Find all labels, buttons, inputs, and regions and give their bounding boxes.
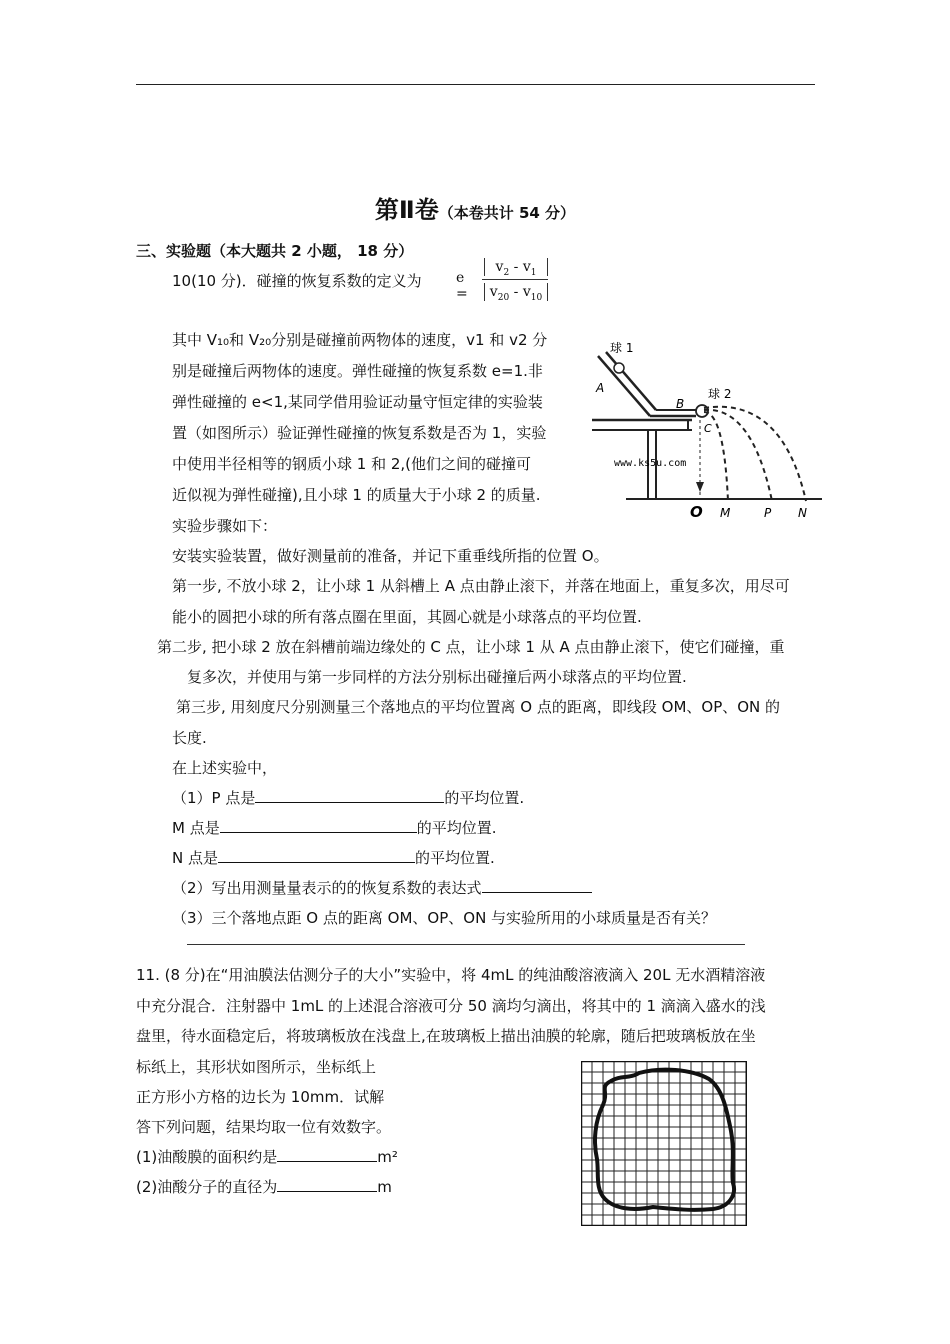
q10-sub1-P: （1）P 点是 的平均位置. — [172, 789, 525, 807]
collision-apparatus-figure — [592, 336, 824, 522]
q10-sub1-M: M 点是 的平均位置. — [172, 819, 497, 837]
q10-sub1-N: N 点是 的平均位置. — [172, 849, 495, 867]
title-main: 第Ⅱ卷 — [374, 196, 439, 224]
q10-para-line: 其中 V₁₀和 V₂₀分别是碰撞前两物体的速度，v1 和 v2 分 — [172, 331, 548, 349]
q10-para-line: 近似视为弹性碰撞),且小球 1 的质量大于小球 2 的质量. — [172, 486, 541, 504]
q10-step2a: 第二步, 把小球 2 放在斜槽前端边缘处的 C 点，让小球 1 从 A 点由静止滚下，使它们碰撞，重 — [157, 638, 785, 656]
oil-film-grid-figure — [581, 1061, 747, 1226]
fraction-bar — [482, 279, 548, 280]
header-rule — [136, 84, 815, 85]
label-A: A — [596, 381, 605, 395]
trajectory-N — [704, 407, 806, 501]
q10-step2b: 复多次，并使用与第一步同样的方法分别标出碰撞后两小球落点的平均位置. — [187, 668, 687, 686]
q11-line: 正方形小方格的边长为 10mm．试解 — [136, 1088, 385, 1106]
q10-para-line: 中使用半径相等的钢质小球 1 和 2,(他们之间的碰撞可 — [172, 455, 532, 473]
q11-sub2: (2)油酸分子的直径为 m — [136, 1178, 392, 1196]
answer-blank-area[interactable] — [277, 1147, 377, 1162]
label-B: B — [676, 397, 685, 411]
answer-blank-P[interactable] — [255, 788, 444, 803]
label-ball-2: 球 2 — [708, 387, 732, 401]
q11-sub1: (1)油酸膜的面积约是 m² — [136, 1148, 398, 1166]
q10-para-line: 弹性碰撞的 e<1,某同学借用验证动量守恒定律的实验装 — [172, 393, 543, 411]
label-M: M — [720, 506, 731, 520]
q10-step3b: 长度. — [172, 729, 207, 747]
answer-blank-expression[interactable] — [482, 878, 592, 893]
answer-blank-diameter[interactable] — [277, 1177, 377, 1192]
formula-lhs: e = — [456, 270, 468, 302]
ball-1 — [614, 363, 624, 373]
q10-para-line: 实验步骤如下： — [172, 517, 278, 535]
label-P: P — [764, 506, 772, 520]
q10-sub2: （2）写出用测量量表示的的恢复系数的表达式 — [172, 877, 592, 898]
page-title — [0, 190, 950, 225]
section-heading: 三、实验题（本大题共 2 小题， 18 分） — [136, 242, 414, 260]
q10-para-line: 置（如图所示）验证弹性碰撞的恢复系数是否为 1，实验 — [172, 424, 547, 442]
q11-line: 答下列问题，结果均取一位有效数字。 — [136, 1118, 392, 1136]
title-note: （本卷共计 54 分） — [438, 204, 576, 222]
answer-blank-N[interactable] — [218, 848, 415, 863]
q11-line: 中充分混合．注射器中 1mL 的上述混合溶液可分 50 滴均匀滴出，将其中的 1 滴滴入盛水的浅 — [136, 997, 766, 1015]
q10-step1a: 第一步, 不放小球 2，让小球 1 从斜槽上 A 点由静止滚下，并落在地面上，重复多次，用尽可 — [172, 577, 790, 595]
q10-intro: 10(10 分)．碰撞的恢复系数的定义为 — [172, 272, 422, 290]
q11-line: 11. (8 分)在“用油膜法估测分子的大小”实验中，将 4mL 的纯油酸溶液滴入 20L 无水酒精溶液 — [136, 966, 766, 984]
answer-line-q3[interactable] — [187, 944, 745, 945]
label-O: O — [690, 503, 703, 521]
q10-step0: 安装实验装置，做好测量前的准备，并记下重垂线所指的位置 O。 — [172, 547, 609, 565]
label-N: N — [798, 506, 807, 520]
label-ball-1: 球 1 — [610, 341, 634, 355]
q10-in-experiment: 在上述实验中， — [172, 759, 278, 777]
label-C: C — [704, 422, 712, 435]
q10-step3a: 第三步, 用刻度尺分别测量三个落地点的平均位置离 O 点的距离，即线段 OM、OP、ON 的 — [176, 698, 781, 716]
formula-denominator: $v_{20} - v_{10}$ — [484, 283, 548, 301]
q11-line: 标纸上，其形状如图所示，坐标纸上 — [136, 1058, 377, 1076]
trajectory-P — [704, 410, 772, 501]
formula-numerator: $v_2 - v_1$ — [484, 258, 548, 276]
watermark: www.ks5u.com — [614, 458, 687, 469]
answer-blank-M[interactable] — [220, 818, 417, 833]
q10-para-line: 别是碰撞后两物体的速度。弹性碰撞的恢复系数 e=1.非 — [172, 362, 543, 380]
q11-line: 盘里，待水面稳定后，将玻璃板放在浅盘上,在玻璃板上描出油膜的轮廓，随后把玻璃板放在坐 — [136, 1027, 756, 1045]
q10-step1b: 能小的圆把小球的所有落点圈在里面，其圆心就是小球落点的平均位置. — [172, 608, 642, 626]
q10-sub3: （3）三个落地点距 O 点的距离 OM、OP、ON 与实验所用的小球质量是否有关？ — [172, 909, 717, 927]
